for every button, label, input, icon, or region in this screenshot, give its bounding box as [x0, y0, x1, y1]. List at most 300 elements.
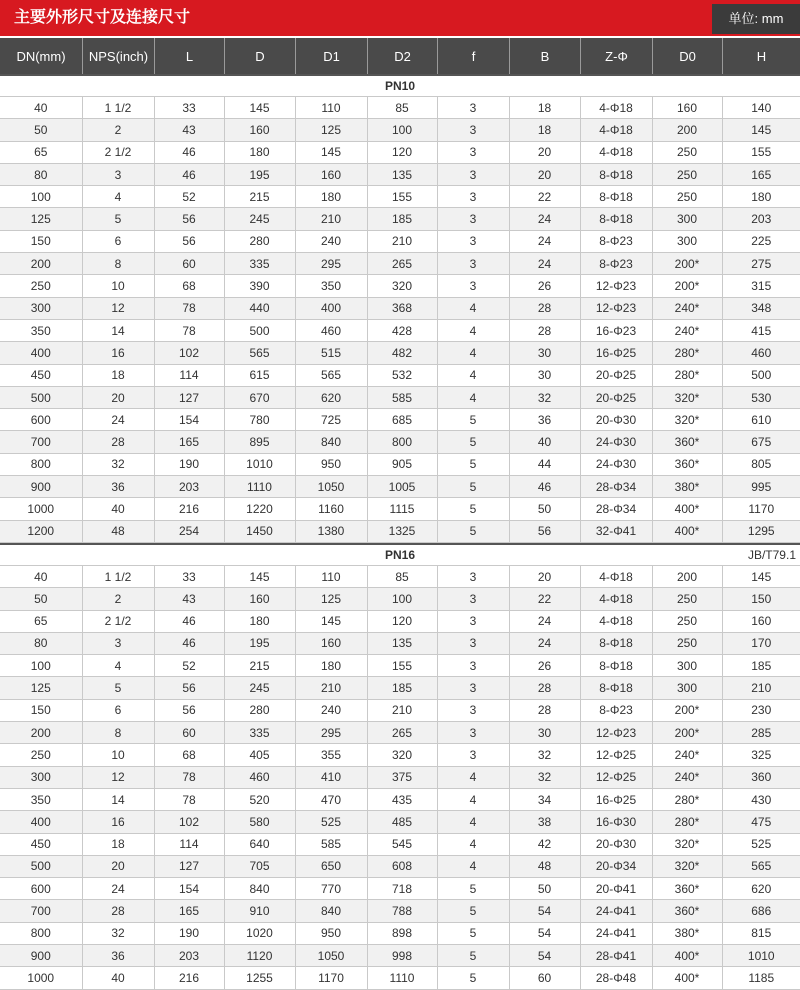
- table-cell: 3: [437, 186, 509, 208]
- table-cell: 400: [295, 297, 367, 319]
- table-cell: 5: [437, 431, 509, 453]
- table-cell: 50: [0, 119, 82, 141]
- table-cell: 380*: [652, 922, 722, 944]
- table-cell: 165: [154, 900, 224, 922]
- table-cell: 3: [437, 565, 509, 587]
- table-cell: 500: [0, 855, 82, 877]
- table-cell: 60: [154, 253, 224, 275]
- table-cell: 285: [722, 722, 800, 744]
- table-cell: 600: [0, 878, 82, 900]
- table-cell: 190: [154, 453, 224, 475]
- table-cell: 140: [722, 97, 800, 119]
- table-cell: 5: [437, 900, 509, 922]
- table-cell: 10: [82, 744, 154, 766]
- table-cell: 24: [509, 230, 580, 252]
- table-cell: 300: [652, 208, 722, 230]
- table-cell: 4: [82, 655, 154, 677]
- table-cell: 24: [82, 409, 154, 431]
- table-cell: 42: [509, 833, 580, 855]
- table-cell: 4: [437, 811, 509, 833]
- table-cell: 350: [0, 788, 82, 810]
- table-cell: 3: [437, 699, 509, 721]
- table-cell: 5: [437, 944, 509, 966]
- table-cell: 145: [295, 141, 367, 163]
- table-row: [0, 253, 800, 275]
- table-cell: 85: [367, 565, 437, 587]
- table-cell: 428: [367, 319, 437, 341]
- table-row: [0, 364, 800, 386]
- table-cell: 482: [367, 342, 437, 364]
- table-cell: 320*: [652, 855, 722, 877]
- table-cell: 102: [154, 811, 224, 833]
- table-cell: 320*: [652, 833, 722, 855]
- table-cell: 240*: [652, 297, 722, 319]
- table-cell: 12-Φ25: [580, 766, 652, 788]
- table-cell: 245: [224, 208, 295, 230]
- table-cell: 195: [224, 163, 295, 185]
- table-cell: 225: [722, 230, 800, 252]
- table-cell: 48: [82, 520, 154, 542]
- table-cell: 320*: [652, 409, 722, 431]
- table-cell: 585: [367, 386, 437, 408]
- table-cell: 135: [367, 163, 437, 185]
- table-cell: 1120: [224, 944, 295, 966]
- table-cell: 998: [367, 944, 437, 966]
- table-cell: 65: [0, 610, 82, 632]
- table-cell: 525: [295, 811, 367, 833]
- table-cell: 350: [295, 275, 367, 297]
- table-cell: 1380: [295, 520, 367, 542]
- table-cell: 216: [154, 498, 224, 520]
- table-cell: 203: [154, 944, 224, 966]
- table-cell: 8-Φ23: [580, 699, 652, 721]
- table-row: [0, 922, 800, 944]
- table-cell: 3: [437, 253, 509, 275]
- table-cell: 28: [82, 431, 154, 453]
- table-cell: 16-Φ23: [580, 319, 652, 341]
- table-cell: 160: [652, 97, 722, 119]
- table-cell: 20-Φ30: [580, 833, 652, 855]
- table-row: [0, 186, 800, 208]
- table-cell: 3: [437, 141, 509, 163]
- table-cell: 1010: [722, 944, 800, 966]
- table-cell: 20-Φ30: [580, 409, 652, 431]
- table-cell: 600: [0, 409, 82, 431]
- table-cell: 52: [154, 655, 224, 677]
- table-cell: 165: [154, 431, 224, 453]
- table-cell: 30: [509, 342, 580, 364]
- table-row: [0, 97, 800, 119]
- table-cell: 4: [82, 186, 154, 208]
- table-cell: 4: [437, 833, 509, 855]
- table-row: [0, 520, 800, 542]
- table-row: [0, 833, 800, 855]
- table-cell: 40: [82, 498, 154, 520]
- table-cell: 900: [0, 476, 82, 498]
- table-cell: 280: [224, 230, 295, 252]
- table-cell: 565: [722, 855, 800, 877]
- table-cell: 165: [722, 163, 800, 185]
- table-cell: 485: [367, 811, 437, 833]
- table-cell: 1000: [0, 498, 82, 520]
- table-cell: 450: [0, 364, 82, 386]
- table-cell: 780: [224, 409, 295, 431]
- table-row: [0, 297, 800, 319]
- table-cell: 80: [0, 163, 82, 185]
- table-cell: 20-Φ25: [580, 364, 652, 386]
- table-cell: 50: [509, 498, 580, 520]
- table-cell: 900: [0, 944, 82, 966]
- table-cell: 16-Φ30: [580, 811, 652, 833]
- table-cell: 200: [652, 565, 722, 587]
- column-header: NPS(inch): [82, 38, 154, 74]
- table-cell: 135: [367, 632, 437, 654]
- table-cell: 60: [154, 722, 224, 744]
- column-header: D: [224, 38, 295, 74]
- table-cell: 470: [295, 788, 367, 810]
- table-cell: 28-Φ34: [580, 476, 652, 498]
- table-cell: 16-Φ25: [580, 788, 652, 810]
- table-row: [0, 163, 800, 185]
- table-cell: 700: [0, 900, 82, 922]
- table-cell: 32: [509, 766, 580, 788]
- table-row: [0, 498, 800, 520]
- table-cell: 18: [509, 97, 580, 119]
- table-cell: 1020: [224, 922, 295, 944]
- table-cell: 78: [154, 297, 224, 319]
- table-cell: 18: [82, 364, 154, 386]
- table-cell: 360*: [652, 431, 722, 453]
- table-cell: 38: [509, 811, 580, 833]
- table-cell: 530: [722, 386, 800, 408]
- table-cell: 26: [509, 655, 580, 677]
- table-cell: 28: [509, 699, 580, 721]
- table-cell: 240*: [652, 744, 722, 766]
- table-cell: 315: [722, 275, 800, 297]
- table-row: [0, 900, 800, 922]
- table-cell: 1185: [722, 967, 800, 989]
- table-cell: 120: [367, 610, 437, 632]
- table-cell: 4-Φ18: [580, 588, 652, 610]
- table-row: [0, 409, 800, 431]
- table-cell: 350: [0, 319, 82, 341]
- table-cell: 54: [509, 922, 580, 944]
- table-cell: 675: [722, 431, 800, 453]
- table-cell: 20: [509, 141, 580, 163]
- table-cell: 24: [509, 610, 580, 632]
- unit-badge: 单位: mm: [712, 4, 800, 34]
- table-cell: 28-Φ48: [580, 967, 652, 989]
- table-cell: 18: [509, 119, 580, 141]
- table-cell: 1200: [0, 520, 82, 542]
- table-cell: 56: [154, 208, 224, 230]
- table-cell: 320*: [652, 386, 722, 408]
- table-cell: 250: [0, 275, 82, 297]
- table-cell: 430: [722, 788, 800, 810]
- table-cell: 12-Φ23: [580, 275, 652, 297]
- table-cell: 46: [154, 163, 224, 185]
- table-cell: 150: [0, 699, 82, 721]
- table-cell: 610: [722, 409, 800, 431]
- table-cell: 898: [367, 922, 437, 944]
- table-cell: 815: [722, 922, 800, 944]
- table-cell: 28: [509, 297, 580, 319]
- table-cell: 46: [509, 476, 580, 498]
- table-cell: 840: [295, 431, 367, 453]
- table-cell: 5: [437, 922, 509, 944]
- table-cell: 400*: [652, 944, 722, 966]
- table-cell: 525: [722, 833, 800, 855]
- table-cell: 180: [722, 186, 800, 208]
- table-cell: 8-Φ18: [580, 655, 652, 677]
- table-cell: 250: [652, 588, 722, 610]
- table-cell: 580: [224, 811, 295, 833]
- table-cell: 155: [367, 186, 437, 208]
- table-cell: 1450: [224, 520, 295, 542]
- table-cell: 200: [0, 253, 82, 275]
- table-row: [0, 610, 800, 632]
- table-cell: 320: [367, 744, 437, 766]
- table-cell: 145: [224, 565, 295, 587]
- table-cell: 30: [509, 364, 580, 386]
- table-cell: 5: [82, 208, 154, 230]
- table-cell: 230: [722, 699, 800, 721]
- table-cell: 700: [0, 431, 82, 453]
- table-cell: 500: [722, 364, 800, 386]
- table-cell: 180: [224, 141, 295, 163]
- table-cell: 16-Φ25: [580, 342, 652, 364]
- table-cell: 195: [224, 632, 295, 654]
- table-cell: 250: [652, 141, 722, 163]
- table-cell: 410: [295, 766, 367, 788]
- table-cell: 686: [722, 900, 800, 922]
- table-cell: 360*: [652, 900, 722, 922]
- table-cell: 532: [367, 364, 437, 386]
- table-cell: 400: [0, 811, 82, 833]
- table-cell: 5: [437, 878, 509, 900]
- table-cell: 3: [437, 677, 509, 699]
- table-cell: 210: [367, 699, 437, 721]
- table-cell: 500: [0, 386, 82, 408]
- table-cell: 28: [509, 319, 580, 341]
- table-cell: 1295: [722, 520, 800, 542]
- table-row: [0, 632, 800, 654]
- table-cell: 3: [437, 97, 509, 119]
- table-cell: 460: [295, 319, 367, 341]
- table-row: [0, 811, 800, 833]
- table-cell: 185: [722, 655, 800, 677]
- table-cell: 620: [295, 386, 367, 408]
- table-cell: 160: [224, 119, 295, 141]
- table-cell: 5: [437, 476, 509, 498]
- table-cell: 2: [82, 588, 154, 610]
- table-cell: 46: [154, 610, 224, 632]
- table-cell: 200*: [652, 253, 722, 275]
- table-cell: 155: [367, 655, 437, 677]
- table-cell: 360: [722, 766, 800, 788]
- table-cell: 78: [154, 788, 224, 810]
- table-cell: 950: [295, 453, 367, 475]
- table-cell: 32-Φ41: [580, 520, 652, 542]
- table-cell: 5: [82, 677, 154, 699]
- table-cell: 180: [295, 186, 367, 208]
- table-cell: 210: [722, 677, 800, 699]
- table-cell: 125: [295, 119, 367, 141]
- table-cell: 36: [82, 944, 154, 966]
- table-row: [0, 565, 800, 587]
- table-cell: 150: [0, 230, 82, 252]
- table-cell: 840: [295, 900, 367, 922]
- table-cell: 24-Φ30: [580, 453, 652, 475]
- table-cell: 360*: [652, 453, 722, 475]
- table-cell: 68: [154, 744, 224, 766]
- table-cell: 160: [295, 163, 367, 185]
- table-cell: 4: [437, 297, 509, 319]
- table-header: [0, 36, 800, 74]
- table-cell: 145: [295, 610, 367, 632]
- table-cell: 102: [154, 342, 224, 364]
- table-cell: 8: [82, 253, 154, 275]
- table-cell: 265: [367, 722, 437, 744]
- table-row: [0, 342, 800, 364]
- table-cell: 200*: [652, 275, 722, 297]
- table-cell: 640: [224, 833, 295, 855]
- table-cell: 380*: [652, 476, 722, 498]
- table-cell: 995: [722, 476, 800, 498]
- table-cell: 8-Φ18: [580, 208, 652, 230]
- table-cell: 295: [295, 253, 367, 275]
- table-cell: 368: [367, 297, 437, 319]
- table-cell: 43: [154, 119, 224, 141]
- table-row: [0, 230, 800, 252]
- table-cell: 325: [722, 744, 800, 766]
- table-cell: 24: [509, 632, 580, 654]
- table-row: [0, 453, 800, 475]
- table-cell: 18: [82, 833, 154, 855]
- table-cell: 450: [0, 833, 82, 855]
- table-cell: 3: [437, 722, 509, 744]
- table-cell: 28-Φ41: [580, 944, 652, 966]
- table-cell: 895: [224, 431, 295, 453]
- table-cell: 8: [82, 722, 154, 744]
- table-cell: 127: [154, 386, 224, 408]
- table-row: [0, 476, 800, 498]
- table-cell: 34: [509, 788, 580, 810]
- table-cell: 1050: [295, 476, 367, 498]
- column-header: D1: [295, 38, 367, 74]
- table-cell: 150: [722, 588, 800, 610]
- table-cell: 1050: [295, 944, 367, 966]
- table-cell: 8-Φ18: [580, 677, 652, 699]
- table-cell: 5: [437, 967, 509, 989]
- table-row: [0, 677, 800, 699]
- table-cell: 54: [509, 900, 580, 922]
- table-cell: 405: [224, 744, 295, 766]
- table-cell: 2: [82, 119, 154, 141]
- table-cell: 8-Φ23: [580, 253, 652, 275]
- table-cell: 608: [367, 855, 437, 877]
- table-cell: 32: [82, 922, 154, 944]
- table-cell: 60: [509, 967, 580, 989]
- table-cell: 440: [224, 297, 295, 319]
- table-cell: 185: [367, 208, 437, 230]
- table-cell: 180: [295, 655, 367, 677]
- table-cell: 8-Φ23: [580, 230, 652, 252]
- table-cell: 110: [295, 97, 367, 119]
- table-cell: 210: [295, 208, 367, 230]
- table-cell: 80: [0, 632, 82, 654]
- table-cell: 56: [154, 230, 224, 252]
- table-cell: 1110: [367, 967, 437, 989]
- table-row: [0, 855, 800, 877]
- table-cell: 788: [367, 900, 437, 922]
- table-cell: 585: [295, 833, 367, 855]
- table-cell: 390: [224, 275, 295, 297]
- table-cell: 1005: [367, 476, 437, 498]
- table-cell: 12-Φ23: [580, 297, 652, 319]
- table-cell: 155: [722, 141, 800, 163]
- table-cell: 30: [509, 722, 580, 744]
- section-label: PN16: [384, 547, 416, 562]
- table-cell: 40: [509, 431, 580, 453]
- table-cell: 114: [154, 364, 224, 386]
- table-cell: 4: [437, 386, 509, 408]
- table-cell: 280*: [652, 342, 722, 364]
- table-cell: 460: [722, 342, 800, 364]
- table-cell: 4: [437, 855, 509, 877]
- table-cell: 3: [437, 655, 509, 677]
- table-cell: 5: [437, 453, 509, 475]
- table-row: [0, 744, 800, 766]
- table-cell: 160: [295, 632, 367, 654]
- table-cell: 4-Φ18: [580, 565, 652, 587]
- table-cell: 400: [0, 342, 82, 364]
- table-cell: 160: [224, 588, 295, 610]
- table-cell: 250: [652, 632, 722, 654]
- column-header: L: [154, 38, 224, 74]
- table-cell: 400*: [652, 520, 722, 542]
- table-cell: 3: [437, 744, 509, 766]
- table-cell: 400*: [652, 967, 722, 989]
- table-cell: 170: [722, 632, 800, 654]
- table-cell: 114: [154, 833, 224, 855]
- table-cell: 515: [295, 342, 367, 364]
- table-cell: 265: [367, 253, 437, 275]
- table-cell: 36: [509, 409, 580, 431]
- table-cell: 20: [509, 163, 580, 185]
- table-cell: 800: [0, 922, 82, 944]
- table-cell: 40: [0, 565, 82, 587]
- table-cell: 375: [367, 766, 437, 788]
- table-row: [0, 319, 800, 341]
- table-cell: 20-Φ25: [580, 386, 652, 408]
- table-cell: 14: [82, 319, 154, 341]
- table-cell: 905: [367, 453, 437, 475]
- table-cell: 5: [437, 498, 509, 520]
- table-cell: 44: [509, 453, 580, 475]
- table-cell: 910: [224, 900, 295, 922]
- table-cell: 725: [295, 409, 367, 431]
- table-cell: 415: [722, 319, 800, 341]
- table-cell: 4-Φ18: [580, 119, 652, 141]
- table-cell: 145: [224, 97, 295, 119]
- table-cell: 770: [295, 878, 367, 900]
- table-cell: 65: [0, 141, 82, 163]
- table-cell: 950: [295, 922, 367, 944]
- table-cell: 3: [82, 163, 154, 185]
- table-cell: 3: [437, 275, 509, 297]
- table-cell: 100: [367, 119, 437, 141]
